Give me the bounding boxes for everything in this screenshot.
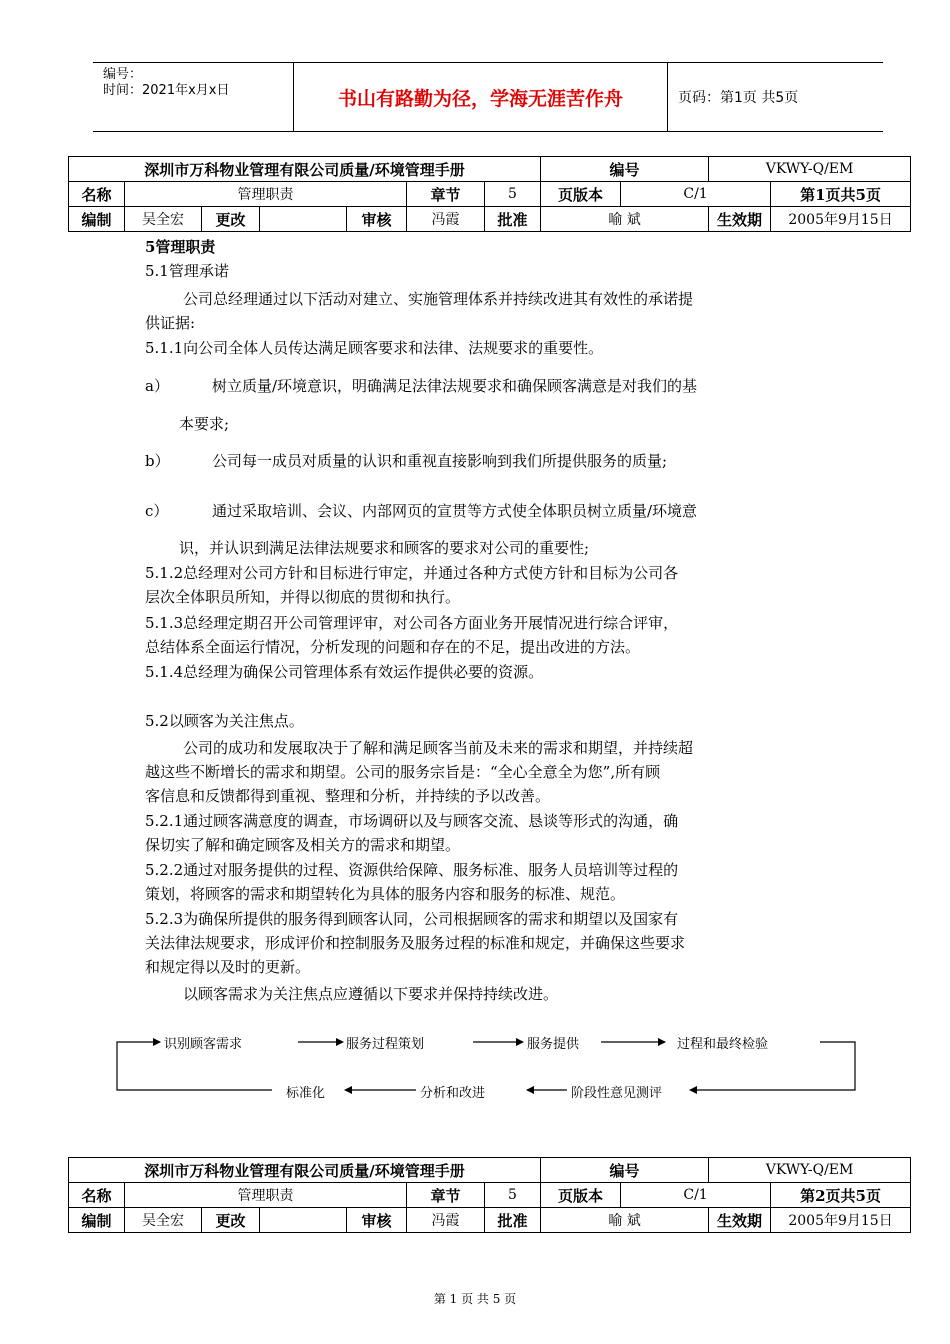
paragraph: 供证据: bbox=[145, 314, 196, 332]
approve-value: 喻 斌 bbox=[541, 1208, 709, 1233]
paragraph: 层次全体职员所知，并得以彻底的贯彻和执行。 bbox=[145, 588, 461, 606]
header-number-label: 编号： bbox=[103, 67, 143, 82]
editor-value: 吴全宏 bbox=[125, 207, 202, 232]
list-marker: b） bbox=[145, 452, 170, 470]
version-value: C/1 bbox=[621, 182, 771, 207]
effective-value: 2005年9月15日 bbox=[771, 207, 911, 232]
version-label: 页版本 bbox=[541, 182, 621, 207]
header-slogan: 书山有路勤为径，学海无涯苦作舟 bbox=[294, 63, 668, 131]
paragraph: 关法律法规要求，形成评价和控制服务及服务过程的标准和规定，并确保这些要求 bbox=[145, 934, 686, 952]
version-label: 页版本 bbox=[541, 1183, 621, 1208]
review-label: 审核 bbox=[347, 207, 407, 232]
change-value bbox=[260, 1208, 347, 1233]
editor-label: 编制 bbox=[69, 207, 125, 232]
heading-5-2: 5.2以顾客为关注焦点。 bbox=[145, 712, 304, 730]
header-time-label: 时间：2021年x月x日 bbox=[103, 83, 230, 98]
paragraph: 策划，将顾客的需求和期望转化为具体的服务内容和服务的标准、规范。 bbox=[145, 885, 626, 903]
paragraph: 以顾客需求为关注焦点应遵循以下要求并保持持续改进。 bbox=[183, 985, 559, 1003]
list-item: 识，并认识到满足法律法规要求和顾客的要求对公司的重要性; bbox=[179, 539, 590, 557]
list-item: 通过采取培训、会议、内部网页的宣贯等方式使全体职员树立质量/环境意 bbox=[212, 502, 698, 520]
change-label: 更改 bbox=[202, 207, 260, 232]
change-label: 更改 bbox=[202, 1208, 260, 1233]
review-label: 审核 bbox=[347, 1208, 407, 1233]
name-value: 管理职责 bbox=[125, 182, 407, 207]
code-label: 编号 bbox=[541, 1158, 709, 1183]
paragraph: 客信息和反馈都得到重视、整理和分析，并持续的予以改善。 bbox=[145, 787, 551, 805]
section-title: 5管理职责 bbox=[145, 238, 216, 256]
flow-step-standardize: 标准化 bbox=[286, 1086, 326, 1101]
paragraph: 5.1.3总经理定期召开公司管理评审，对公司各方面业务开展情况进行综合评审， bbox=[145, 614, 679, 632]
chapter-value: 5 bbox=[485, 1183, 541, 1208]
editor-label: 编制 bbox=[69, 1208, 125, 1233]
effective-label: 生效期 bbox=[709, 1208, 771, 1233]
name-label: 名称 bbox=[69, 182, 125, 207]
list-item: 公司每一成员对质量的认识和重视直接影响到我们所提供服务的质量; bbox=[212, 452, 668, 470]
flow-step-evaluation: 阶段性意见测评 bbox=[571, 1086, 663, 1101]
paragraph: 公司的成功和发展取决于了解和满足顾客当前及未来的需求和期望，并持续超 bbox=[183, 739, 694, 757]
flow-step-provision: 服务提供 bbox=[527, 1037, 580, 1052]
list-item: 本要求; bbox=[179, 415, 230, 433]
flow-step-analysis: 分析和改进 bbox=[420, 1086, 486, 1101]
name-value: 管理职责 bbox=[125, 1183, 407, 1208]
flow-step-inspection: 过程和最终检验 bbox=[677, 1037, 769, 1052]
page-value: 第1页共5页 bbox=[771, 182, 911, 207]
approve-label: 批准 bbox=[485, 207, 541, 232]
document-info-table bbox=[68, 1157, 911, 1233]
paragraph: 5.2.2通过对服务提供的过程、资源供给保障、服务标准、服务人员培训等过程的 bbox=[145, 861, 679, 879]
name-label: 名称 bbox=[69, 1183, 125, 1208]
heading-5-1: 5.1管理承诺 bbox=[145, 262, 229, 280]
page-value: 第2页共5页 bbox=[771, 1183, 911, 1208]
chapter-label: 章节 bbox=[407, 1183, 485, 1208]
paragraph: 和规定得以及时的更新。 bbox=[145, 958, 311, 976]
list-item: 树立质量/环境意识，明确满足法律法规要求和确保顾客满意是对我们的基 bbox=[212, 377, 698, 395]
flow-step-identify: 识别顾客需求 bbox=[164, 1037, 243, 1052]
paragraph: 越这些不断增长的需求和期望。公司的服务宗旨是：“全心全意全为您”,所有顾 bbox=[145, 763, 661, 781]
flow-step-planning: 服务过程策划 bbox=[346, 1037, 425, 1052]
effective-value: 2005年9月15日 bbox=[771, 1208, 911, 1233]
page-footer: 第 1 页 共 5 页 bbox=[433, 1292, 517, 1306]
paragraph: 5.2.1通过顾客满意度的调查，市场调研以及与顾客交流、恳谈等形式的沟通，确 bbox=[145, 812, 679, 830]
effective-label: 生效期 bbox=[709, 207, 771, 232]
manual-title: 深圳市万科物业管理有限公司质量/环境管理手册 bbox=[69, 157, 541, 182]
chapter-value: 5 bbox=[485, 182, 541, 207]
code-value: VKWY-Q/EM bbox=[709, 157, 911, 182]
review-value: 冯霞 bbox=[407, 1208, 485, 1233]
header-page-label: 页码：第1页 共5页 bbox=[678, 90, 799, 106]
version-value: C/1 bbox=[621, 1183, 771, 1208]
editor-value: 吴全宏 bbox=[125, 1208, 202, 1233]
paragraph: 5.1.2总经理对公司方针和目标进行审定，并通过各种方式使方针和目标为公司各 bbox=[145, 564, 679, 582]
code-value: VKWY-Q/EM bbox=[709, 1158, 911, 1183]
paragraph: 总结体系全面运行情况，分析发现的问题和存在的不足，提出改进的方法。 bbox=[145, 638, 641, 656]
list-marker: a） bbox=[145, 377, 169, 395]
paragraph: 5.1.4总经理为确保公司管理体系有效运作提供必要的资源。 bbox=[145, 663, 544, 681]
review-value: 冯霞 bbox=[407, 207, 485, 232]
paragraph: 公司总经理通过以下活动对建立、实施管理体系并持续改进其有效性的承诺提 bbox=[183, 290, 694, 308]
paragraph: 保切实了解和确定顾客及相关方的需求和期望。 bbox=[145, 836, 461, 854]
approve-label: 批准 bbox=[485, 1208, 541, 1233]
list-marker: c） bbox=[145, 502, 169, 520]
manual-title: 深圳市万科物业管理有限公司质量/环境管理手册 bbox=[69, 1158, 541, 1183]
approve-value: 喻 斌 bbox=[541, 207, 709, 232]
code-label: 编号 bbox=[541, 157, 709, 182]
paragraph: 5.1.1向公司全体人员传达满足顾客要求和法律、法规要求的重要性。 bbox=[145, 339, 604, 357]
paragraph: 5.2.3为确保所提供的服务得到顾客认同，公司根据顾客的需求和期望以及国家有 bbox=[145, 910, 679, 928]
chapter-label: 章节 bbox=[407, 182, 485, 207]
